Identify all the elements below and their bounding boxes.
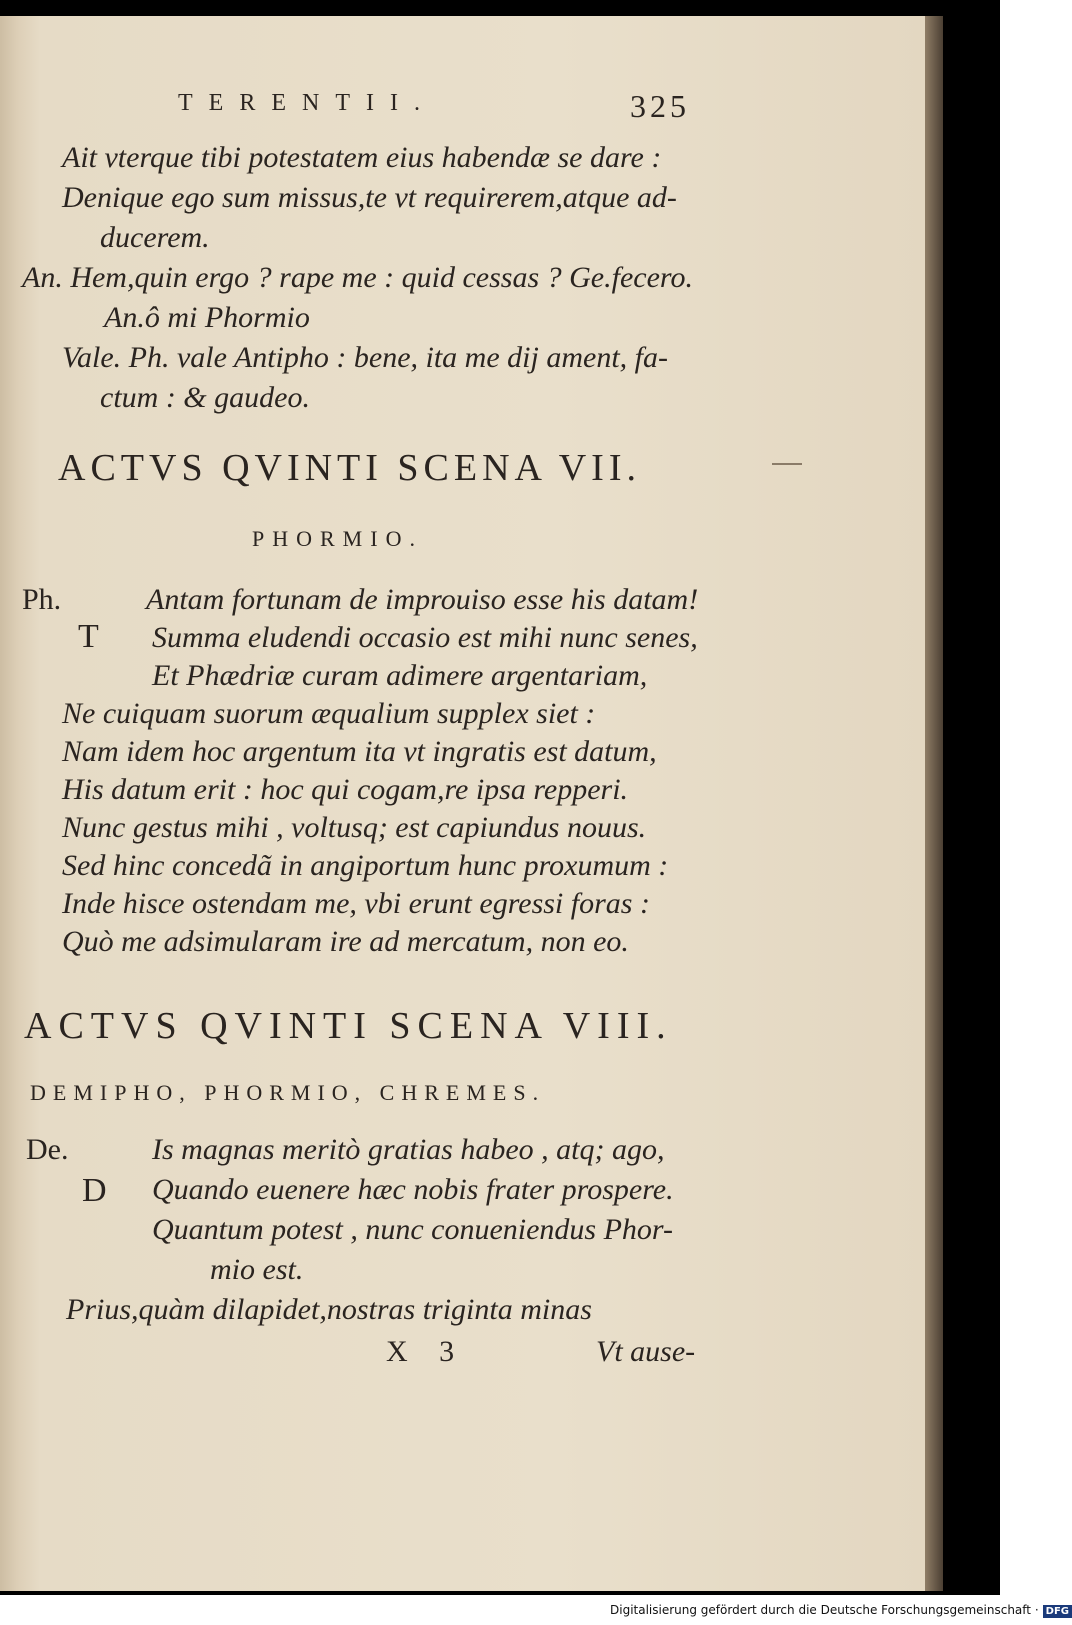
catchword: Vt ause- xyxy=(596,1335,696,1368)
verse-line: Sed hinc concedã in angiportum hunc proxumum : xyxy=(62,849,669,882)
verse-line: Nam idem hoc argentum ita vt ingratis est datum, xyxy=(62,735,657,768)
text-line: ducerem. xyxy=(100,221,210,254)
text-line: Ait vterque tibi potestatem eius habendæ se dare : xyxy=(62,141,662,174)
scene-heading: ACTVS QVINTI SCENA VII. xyxy=(58,447,641,489)
page-edge xyxy=(925,16,943,1591)
verse-line: Ne cuiquam suorum æqualium supplex siet : xyxy=(62,697,596,730)
text-line: Denique ego sum missus,te vt requirerem,atque ad- xyxy=(62,181,677,214)
verse-line: Quando euenere hæc nobis frater prospere. xyxy=(152,1173,674,1206)
footer-text: Digitalisierung gefördert durch die Deutsche Forschungsgemeinschaft · xyxy=(610,1603,1039,1617)
verse-line: Prius,quàm dilapidet,nostras triginta minas xyxy=(66,1293,592,1326)
verse-line: His datum erit : hoc qui cogam,re ipsa repperi. xyxy=(62,773,629,806)
funding-footer xyxy=(610,1603,1072,1618)
margin-mark xyxy=(772,463,802,465)
verse-line: Antam fortunam de improuiso esse his datam! xyxy=(146,583,699,616)
book-page xyxy=(0,16,925,1591)
page-number: 325 xyxy=(630,88,690,124)
verse-line: Quò me adsimularam ire ad mercatum, non eo. xyxy=(62,925,629,958)
drop-initial: D xyxy=(82,1172,107,1209)
speaker-label: De. xyxy=(26,1133,69,1166)
text-line: Vale. Ph. vale Antipho : bene, ita me dij ament, fa- xyxy=(62,341,668,374)
verse-line: mio est. xyxy=(210,1253,304,1286)
verse-line: Nunc gestus mihi , voltusq; est capiundus nouus. xyxy=(62,811,647,844)
text-line: ctum : & gaudeo. xyxy=(100,381,310,414)
verse-line: Summa eludendi occasio est mihi nunc senes, xyxy=(152,621,698,654)
scene-heading: ACTVS QVINTI SCENA VIII. xyxy=(24,1005,673,1047)
verse-line: Quantum potest , nunc conueniendus Phor- xyxy=(152,1213,673,1246)
verse-line: Et Phædriæ curam adimere argentariam, xyxy=(152,659,648,692)
dramatis-personae: DEMIPHO, PHORMIO, CHREMES. xyxy=(30,1080,546,1105)
verse-line: Is magnas meritò gratias habeo , atq; ago, xyxy=(152,1133,665,1166)
speaker-label: Ph. xyxy=(22,583,62,616)
drop-initial: T xyxy=(78,618,99,655)
dramatis-personae: PHORMIO. xyxy=(252,526,423,551)
text-line: An.ô mi Phormio xyxy=(104,301,310,334)
verse-line: Inde hisce ostendam me, vbi erunt egressi foras : xyxy=(62,887,650,920)
signature-mark: X 3 xyxy=(386,1335,467,1368)
dfg-logo: DFG xyxy=(1043,1605,1072,1618)
text-line: An. Hem,quin ergo ? rape me : quid cessas ? Ge.fecero. xyxy=(22,261,693,294)
running-head: TERENTII. xyxy=(178,90,436,116)
